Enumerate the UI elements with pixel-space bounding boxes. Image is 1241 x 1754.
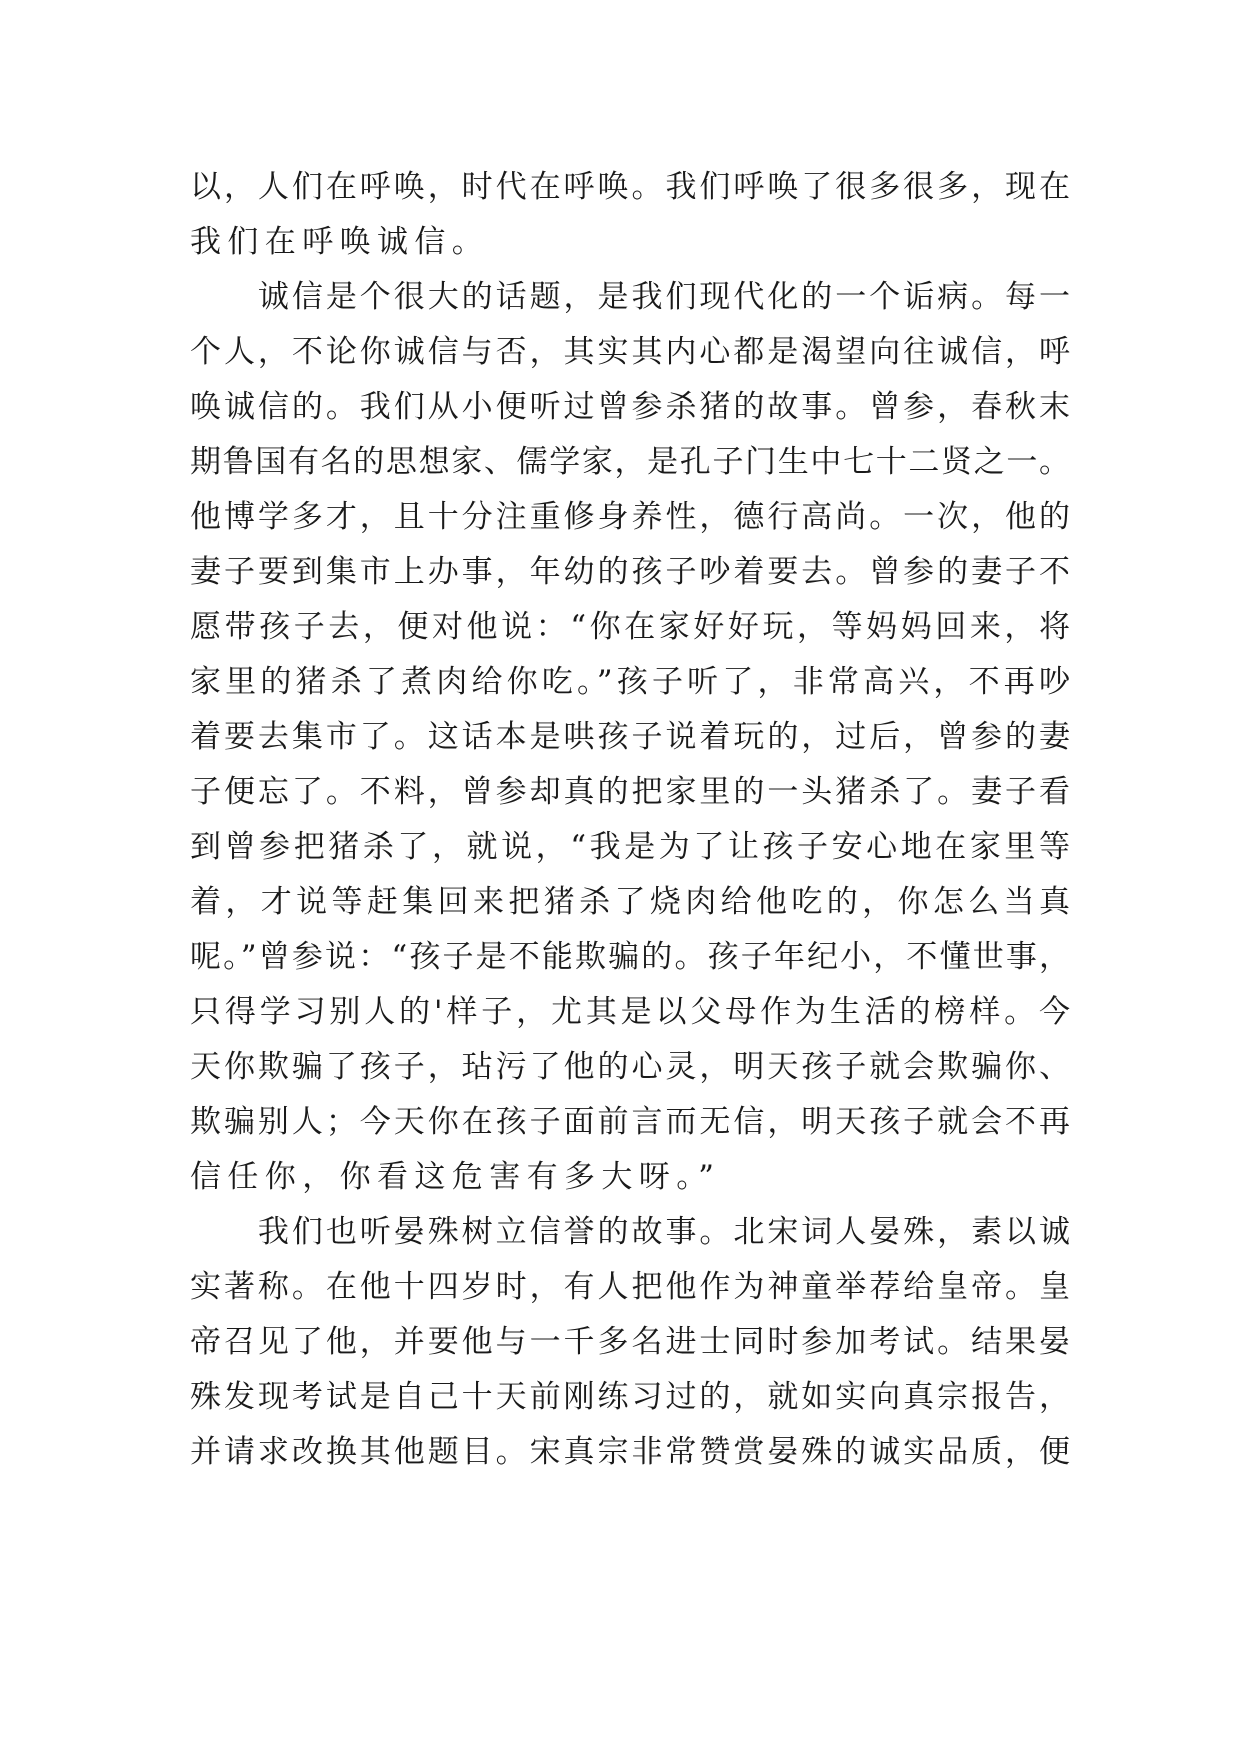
text-line: 诚信是个很大的话题，是我们现代化的一个诟病。每一 — [190, 279, 1070, 315]
text-line: 实著称。在他十四岁时，有人把他作为神童举荐给皇帝。皇 — [190, 1269, 1070, 1305]
text-line: 期鲁国有名的思想家、儒学家，是孔子门生中七十二贤之一。 — [190, 444, 1070, 480]
text-line: 唤诚信的。我们从小便听过曾参杀猪的故事。曾参，春秋末 — [190, 389, 1070, 425]
text-line: 我们也听晏殊树立信誉的故事。北宋词人晏殊，素以诚 — [190, 1214, 1070, 1250]
text-line: 家里的猪杀了煮肉给你吃。”孩子听了，非常高兴，不再吵 — [190, 664, 1070, 700]
text-line: 呢。”曾参说：“孩子是不能欺骗的。孩子年纪小，不懂世事， — [190, 939, 1070, 975]
text-line: 着，才说等赶集回来把猪杀了烧肉给他吃的，你怎么当真 — [190, 884, 1070, 920]
text-line: 到曾参把猪杀了，就说，“我是为了让孩子安心地在家里等 — [190, 829, 1070, 865]
body-text — [190, 160, 1070, 1480]
text-line: 殊发现考试是自己十天前刚练习过的，就如实向真宗报告， — [190, 1379, 1070, 1415]
text-line: 并请求改换其他题目。宋真宗非常赞赏晏殊的诚实品质，便 — [190, 1434, 1070, 1470]
text-line: 愿带孩子去，便对他说：“你在家好好玩，等妈妈回来，将 — [190, 609, 1070, 645]
text-line: 个人，不论你诚信与否，其实其内心都是渴望向往诚信，呼 — [190, 334, 1070, 370]
text-line: 信任你，你看这危害有多大呀。” — [190, 1159, 721, 1195]
text-line: 天你欺骗了孩子，玷污了他的心灵，明天孩子就会欺骗你、 — [190, 1049, 1070, 1085]
text-line: 我们在呼唤诚信。 — [190, 224, 490, 260]
text-line: 子便忘了。不料，曾参却真的把家里的一头猪杀了。妻子看 — [190, 774, 1070, 810]
text-line: 妻子要到集市上办事，年幼的孩子吵着要去。曾参的妻子不 — [190, 554, 1070, 590]
text-line: 只得学习别人的'样子，尤其是以父母作为生活的榜样。今 — [190, 994, 1070, 1030]
text-line: 他博学多才，且十分注重修身养性，德行高尚。一次，他的 — [190, 499, 1070, 535]
text-line: 帝召见了他，并要他与一千多名进士同时参加考试。结果晏 — [190, 1324, 1070, 1360]
text-line: 着要去集市了。这话本是哄孩子说着玩的，过后，曾参的妻 — [190, 719, 1070, 755]
text-line: 以，人们在呼唤，时代在呼唤。我们呼唤了很多很多，现在 — [190, 169, 1070, 205]
text-line: 欺骗别人；今天你在孩子面前言而无信，明天孩子就会不再 — [190, 1104, 1070, 1140]
